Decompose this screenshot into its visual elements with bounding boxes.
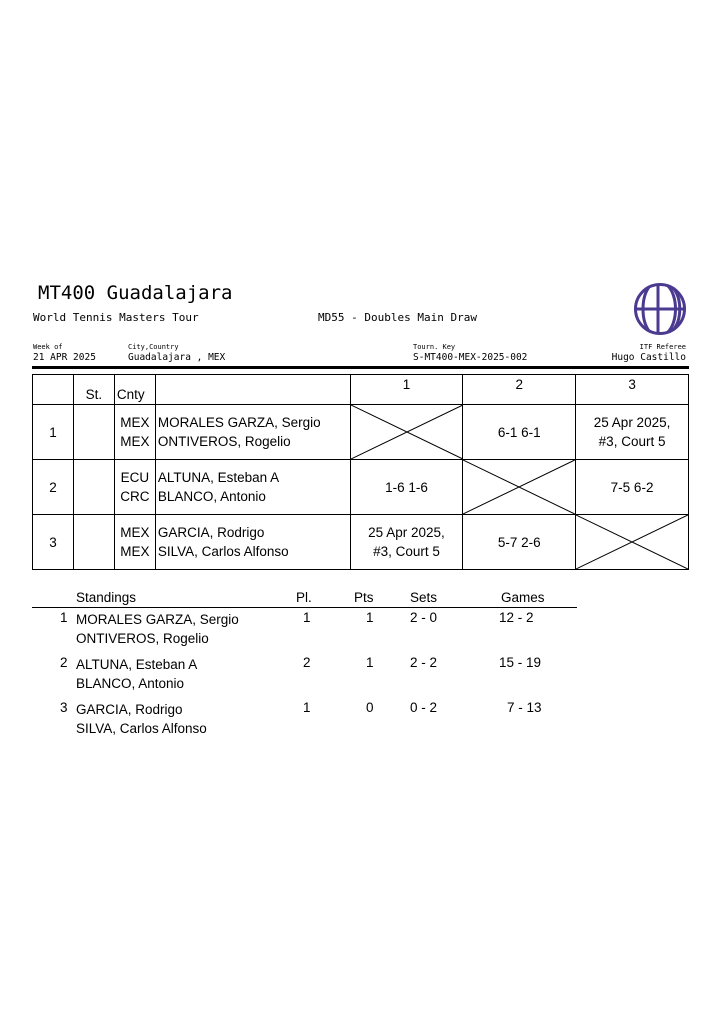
row-countries <box>114 405 155 460</box>
self-match-cell <box>463 460 576 515</box>
standings-games: 12 - 2 <box>499 610 534 625</box>
self-match-cell <box>350 405 463 460</box>
match-court: #3, Court 5 <box>373 544 440 559</box>
self-match-cell <box>576 515 689 570</box>
country-code: CRC <box>120 489 150 504</box>
standings-sets: 2 - 0 <box>410 610 438 625</box>
standings-points: 0 <box>366 700 374 715</box>
round-robin-table <box>32 374 689 570</box>
player-name: ALTUNA, Esteban A <box>157 470 280 485</box>
row-status <box>73 405 114 460</box>
standings-sets: 2 - 2 <box>410 655 438 670</box>
row-status <box>73 515 114 570</box>
row-countries <box>114 515 155 570</box>
header-num-cell <box>33 375 74 405</box>
match-court: #3, Court 5 <box>598 434 666 449</box>
standings-games: 15 - 19 <box>499 655 542 670</box>
standings-section <box>32 590 577 744</box>
referee-value: Hugo Castillo <box>611 352 686 363</box>
player-name: ONTIVEROS, Rogelio <box>76 631 209 646</box>
city-label: City,Country <box>128 343 179 351</box>
table-row <box>33 460 689 515</box>
player-name: GARCIA, Rodrigo <box>157 525 265 540</box>
standings-points: 1 <box>366 655 374 670</box>
row-players <box>155 460 350 515</box>
table-row <box>33 515 689 570</box>
col-pl-label: Pl. <box>296 590 312 605</box>
tourn-key-label: Tourn. Key <box>413 343 456 351</box>
col-3-header: 3 <box>576 375 689 405</box>
player-name: ONTIVEROS, Rogelio <box>157 434 291 449</box>
standings-row <box>32 700 577 744</box>
standings-rank: 3 <box>60 700 68 715</box>
player-name: BLANCO, Antonio <box>157 489 266 504</box>
row-countries <box>114 460 155 515</box>
col-1-header: 1 <box>350 375 463 405</box>
country-code: MEX <box>120 415 150 430</box>
match-date: 25 Apr 2025, <box>593 415 671 430</box>
standings-team <box>76 610 239 648</box>
standings-sets: 0 - 2 <box>410 700 438 715</box>
cross-mark <box>463 460 575 514</box>
standings-team <box>76 700 207 738</box>
match-result: 5-7 2-6 <box>463 515 576 570</box>
week-label: Week of <box>33 343 63 351</box>
standings-team <box>76 655 197 693</box>
table-row <box>33 405 689 460</box>
standings-played: 1 <box>303 610 311 625</box>
standings-label: Standings <box>76 590 137 605</box>
row-players <box>155 405 350 460</box>
draw-name: MD55 - Doubles Main Draw <box>318 311 477 324</box>
col-2-header: 2 <box>463 375 576 405</box>
row-number: 1 <box>33 405 74 460</box>
tennis-ball-globe-icon <box>632 282 688 336</box>
col-pts-label: Pts <box>354 590 374 605</box>
standings-played: 1 <box>303 700 311 715</box>
player-name: MORALES GARZA, Sergio <box>157 415 321 430</box>
player-name: GARCIA, Rodrigo <box>76 702 183 717</box>
match-schedule <box>350 515 463 570</box>
row-number: 2 <box>33 460 74 515</box>
player-name: SILVA, Carlos Alfonso <box>76 721 207 736</box>
player-name: BLANCO, Antonio <box>76 676 185 691</box>
country-code: ECU <box>120 470 150 485</box>
tournament-title: MT400 Guadalajara <box>38 282 233 304</box>
row-players <box>155 515 350 570</box>
week-value: 21 APR 2025 <box>33 352 96 363</box>
country-code: MEX <box>120 525 150 540</box>
col-cnty-label: Cnty <box>116 387 145 402</box>
player-name: ALTUNA, Esteban A <box>76 657 198 672</box>
col-games-label: Games <box>501 590 545 605</box>
row-status <box>73 460 114 515</box>
match-date: 25 Apr 2025, <box>368 525 445 540</box>
country-code: MEX <box>120 544 150 559</box>
tour-name: World Tennis Masters Tour <box>33 311 199 324</box>
row-number: 3 <box>33 515 74 570</box>
header-name-cell <box>155 375 350 405</box>
country-code: MEX <box>120 434 150 449</box>
table-header-row <box>33 375 689 405</box>
standings-games: 7 - 13 <box>507 700 542 715</box>
cross-mark <box>351 405 463 459</box>
match-result: 1-6 1-6 <box>350 460 463 515</box>
standings-row <box>32 610 577 654</box>
city-value: Guadalajara , MEX <box>128 352 226 363</box>
col-sets-label: Sets <box>410 590 438 605</box>
standings-row <box>32 655 577 699</box>
header-st-cell <box>73 375 114 405</box>
cross-mark <box>576 515 688 569</box>
col-st-label: St. <box>85 387 103 402</box>
tourn-key-value: S-MT400-MEX-2025-002 <box>413 352 528 363</box>
standings-header <box>32 590 577 608</box>
match-schedule <box>576 405 689 460</box>
match-result: 7-5 6-2 <box>576 460 689 515</box>
standings-rank: 1 <box>60 610 68 625</box>
player-name: SILVA, Carlos Alfonso <box>157 544 289 559</box>
header-cnty-cell <box>114 375 155 405</box>
referee-label: ITF Referee <box>639 343 686 351</box>
match-result: 6-1 6-1 <box>463 405 576 460</box>
header-divider <box>32 366 689 369</box>
standings-points: 1 <box>366 610 374 625</box>
standings-rank: 2 <box>60 655 68 670</box>
standings-played: 2 <box>303 655 311 670</box>
player-name: MORALES GARZA, Sergio <box>76 612 239 627</box>
